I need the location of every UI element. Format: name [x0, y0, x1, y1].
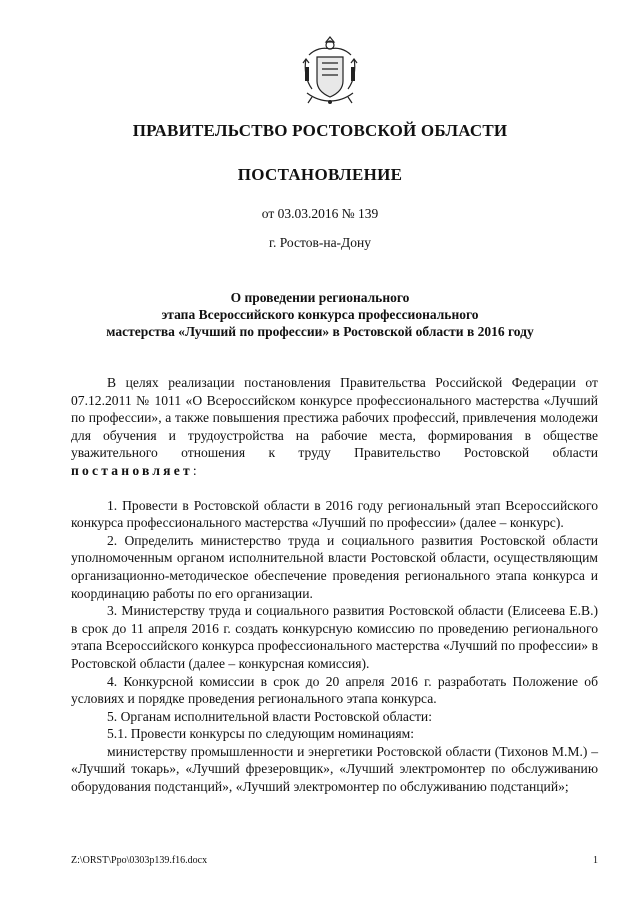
paragraph-item: 1. Провести в Ростовской области в 2016 году региональный этап Всероссийского конкурса профессионального мастерства «Лучший по профессии» (далее – конкурс). [71, 497, 598, 531]
coat-of-arms-icon [297, 33, 363, 107]
paragraph-item: 2. Определить министерство труда и социального развития Ростовской области уполномоченным органом исполнительной власти Ростовской области, осуществляющим организационно-методическое обеспечение проведения регионального этапа конкурса и координацию работы по его организации. [71, 532, 598, 601]
preamble-paragraph [71, 374, 598, 480]
subject-line: мастерства «Лучший по профессии» в Ростовской области в 2016 году [106, 324, 534, 339]
document-subject [0, 289, 640, 340]
document-city: г. Ростов-на-Дону [268, 235, 371, 250]
paragraph-item: министерству промышленности и энергетики Ростовской области (Тихонов М.М.) – «Лучший токарь», «Лучший фрезеровщик», «Лучший электромонтер по обслуживанию оборудования подстанций», «Лучший электромонтер по обслуживанию подстанций»; [71, 743, 598, 795]
document-date-number: от 03.03.2016 № 139 [261, 206, 379, 221]
subject-line: этапа Всероссийского конкурса профессионального [161, 307, 479, 322]
paragraph-item: 5. Органам исполнительной власти Ростовской области: [107, 708, 432, 724]
resolves-word: постановляет [71, 462, 193, 478]
page-number: 1 [593, 855, 598, 866]
preamble-text: В целях реализации постановления Правительства Российской Федерации от 07.12.2011 № 1011 «О Всероссийском конкурсе профессионального мастерства «Лучший по профессии», а также повышения престижа рабочих профессий, привлечения молодежи для обучения и трудоустройства на рабочие места, формирования в обществе уважительного отношения к труду Правительство Ростовской области [71, 375, 598, 461]
subject-line: О проведении регионального [230, 290, 410, 305]
paragraph-item: 4. Конкурсной комиссии в срок до 20 апреля 2016 г. разработать Положение об условиях и порядке проведения регионального этапа конкурса. [71, 673, 598, 707]
paragraph-item: 5.1. Провести конкурсы по следующим номинациям: [107, 726, 415, 742]
government-title: ПРАВИТЕЛЬСТВО РОСТОВСКОЙ ОБЛАСТИ [132, 121, 508, 140]
file-path: Z:\ORST\Ppo\0303p139.f16.docx [71, 855, 208, 866]
paragraph-item: 3. Министерству труда и социального развития Ростовской области (Елисеева Е.В.) в срок до 11 апреля 2016 г. создать конкурсную комиссию по проведению регионального этапа Всероссийского конкурса профессионального мастерства «Лучший по профессии» в Ростовской области (далее – конкурсная комиссия). [71, 603, 598, 671]
document-type: ПОСТАНОВЛЕНИЕ [237, 165, 403, 184]
preamble-end: : [192, 462, 197, 478]
document-body [71, 374, 598, 796]
